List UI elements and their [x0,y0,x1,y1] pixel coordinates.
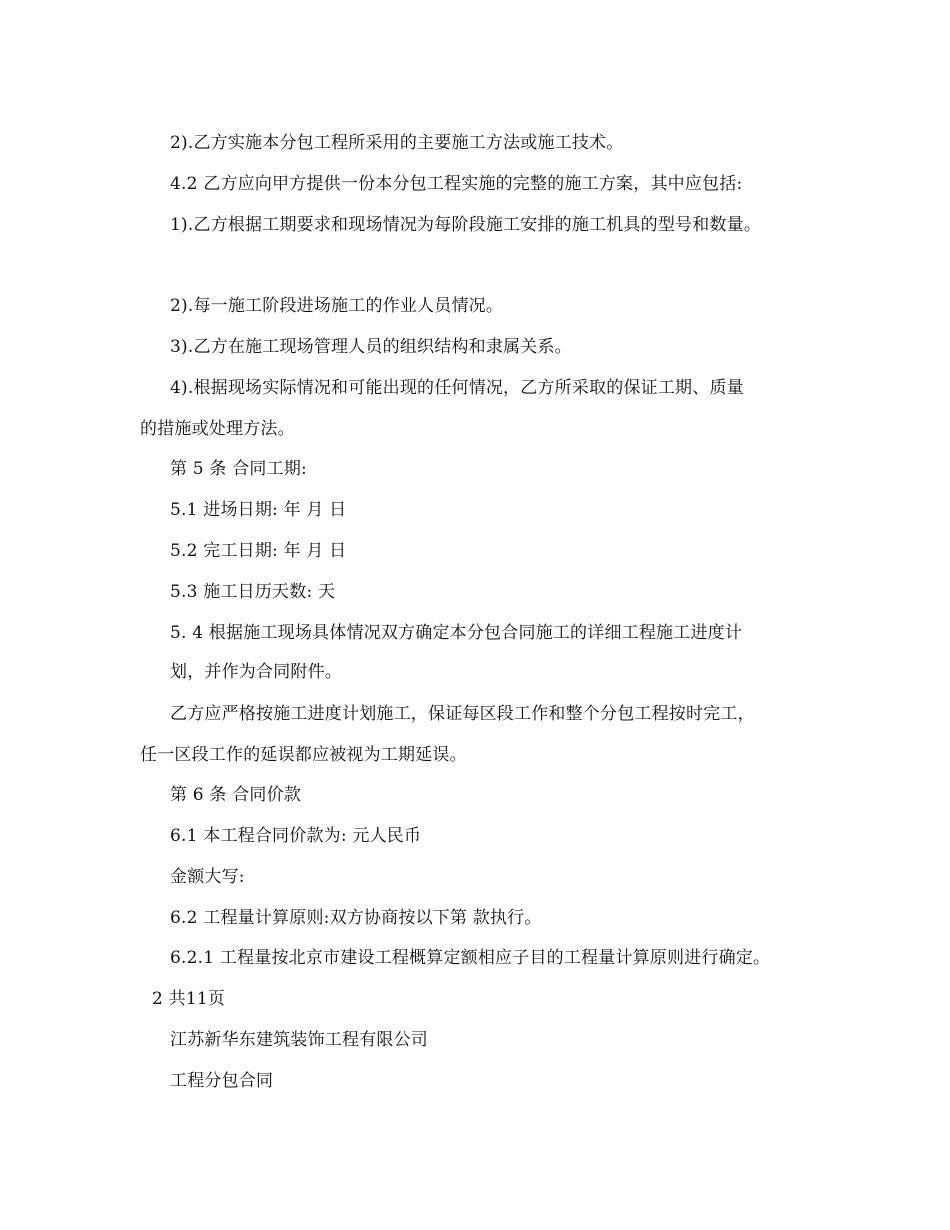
text-line: 6.2 工程量计算原则:双方协商按以下第 款执行。 [170,908,542,928]
text-line: 2).每一施工阶段进场施工的作业人员情况。 [170,296,504,316]
text-line: 5.1 进场日期: 年 月 日 [170,500,347,520]
text-line: 4.2 乙方应向甲方提供一份本分包工程实施的完整的施工方案，其中应包括: [170,174,743,194]
document-title: 工程分包合同 [170,1071,274,1091]
text-line: 6.2.1 工程量按北京市建设工程概算定额相应子目的工程量计算原则进行确定。 [170,948,771,968]
text-line: 划，并作为合同附件。 [170,662,342,682]
text-line: 的措施或处理方法。 [140,419,295,439]
company-name: 江苏新华东建筑装饰工程有限公司 [170,1030,428,1050]
text-line: 金额大写: [170,867,245,887]
text-line: 3).乙方在施工现场管理人员的组织结构和隶属关系。 [170,337,572,357]
text-line: 任一区段工作的延误都应被视为工期延误。 [140,745,467,765]
text-line: 4).根据现场实际情况和可能出现的任何情况，乙方所采取的保证工期、质量 [170,378,744,398]
text-line: 2).乙方实施本分包工程所采用的主要施工方法或施工技术。 [170,133,624,153]
section-heading: 第 5 条 合同工期: [170,459,307,479]
text-line: 1).乙方根据工期要求和现场情况为每阶段施工安排的施工机具的型号和数量。 [170,215,762,235]
section-heading: 第 6 条 合同价款 [170,785,302,805]
page-number: 2 共11页 [152,989,226,1009]
text-line: 5.3 施工日历天数: 天 [170,582,336,602]
text-line: 乙方应严格按施工进度计划施工，保证每区段工作和整个分包工程按时完工， [170,704,755,724]
text-line: 5.2 完工日期: 年 月 日 [170,541,347,561]
text-line: 6.1 本工程合同价款为: 元人民币 [170,826,422,846]
text-line: 5. 4 根据施工现场具体情况双方确定本分包合同施工的详细工程施工进度计 [170,623,743,643]
